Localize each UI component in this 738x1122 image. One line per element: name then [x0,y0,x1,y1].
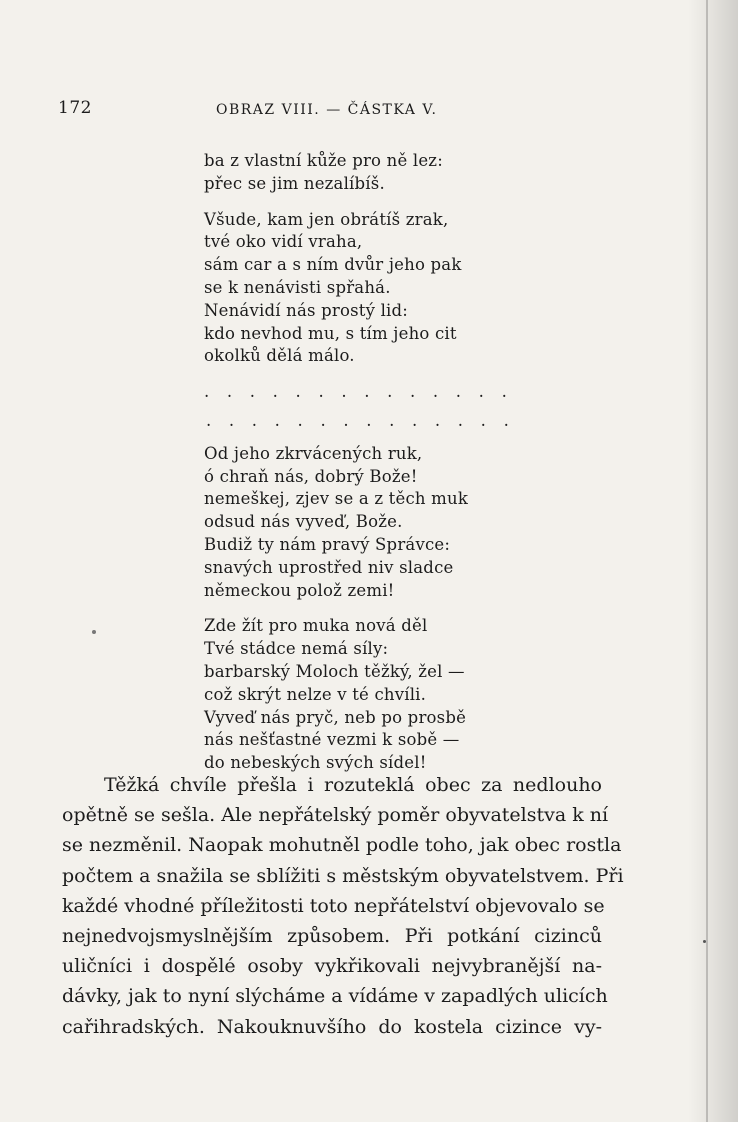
poem-stanza-3 [204,443,534,603]
poem-line: kdo nevhod mu, s tím jeho cit [204,323,457,343]
poem-line: odsud nás vyveď, Bože. [204,512,403,532]
poem-line: což skrýt nelze v té chvíli. [204,684,427,704]
page-edge [706,0,708,1122]
prose-line: se nezměnil. Naopak mohutněl podle toho, jak obec rostla [62,834,622,857]
poem-stanza-2 [204,209,534,369]
prose-line: dávky, jak to nyní slýcháme a vídáme v zapadlých ulicích [62,985,608,1008]
prose-line: nejnedvojsmyslnějším způsobem. Při potkání cizinců [62,925,602,948]
poem-line: okolků dělá málo. [204,346,355,366]
prose-paragraph [62,770,624,1042]
poem-line: Všude, kam jen obrátíš zrak, [204,209,449,229]
prose-line: uličníci i dospělé osoby vykřikovali nejvybranější na- [62,955,602,978]
prose-line: cařihradských. Nakouknuvšího do kostela cizince vy- [62,1015,602,1038]
poem [204,150,534,788]
poem-line: přec se jim nezalíbíš. [204,173,385,193]
poem-stanza-4 [204,615,534,775]
poem-line: Zde žít pro muka nová děl [204,616,428,636]
poem-line: snavých uprostřed niv sladce [204,557,454,577]
binding-shadow [688,0,738,1122]
poem-line: Nenávidí nás prostý lid: [204,300,409,320]
prose-line: Těžká chvíle přešla i rozuteklá obec za nedlouho [104,774,602,796]
poem-line: barbarský Moloch těžký, žel — [204,661,465,681]
poem-line: ba z vlastní kůže pro ně lez: [204,151,443,170]
omission-dots: . . . . . . . . . . . . . . [206,410,516,430]
poem-line: sám car a s ním dvůr jeho pak [204,255,462,275]
omission-dots: . . . . . . . . . . . . . . [204,382,514,402]
poem-line: do nebeských svých sídel! [204,753,427,773]
running-head: OBRAZ VIII. — ČÁSTKA V. [216,102,438,118]
poem-line: ó chraň nás, dobrý Bože! [204,466,418,486]
ink-speck [703,940,706,943]
poem-line: nás nešťastné vezmi k sobě — [204,730,460,750]
poem-line: nemeškej, zjev se a z těch muk [204,489,469,509]
prose-line: opětně se sešla. Ale nepřátelský poměr obyvatelstva k ní [62,804,609,827]
poem-line: tvé oko vidí vraha, [204,232,363,252]
poem-line: Od jeho zkrvácených ruk, [204,443,423,463]
poem-stanza-1 [204,150,534,196]
poem-line: Vyveď nás pryč, neb po prosbě [204,707,467,727]
poem-line: Tvé stádce nemá síly: [204,639,389,659]
page-number: 172 [58,98,92,118]
poem-line: německou polož zemi! [204,580,395,600]
prose-line: každé vhodné příležitosti toto nepřátelství objevovalo se [62,894,605,917]
poem-line: Budiž ty nám pravý Správce: [204,534,451,554]
ink-speck [92,630,96,634]
prose-line: počtem a snažila se sblížiti s městským obyvatelstvem. Při [62,864,624,887]
poem-line: se k nenávisti spřahá. [204,277,391,297]
